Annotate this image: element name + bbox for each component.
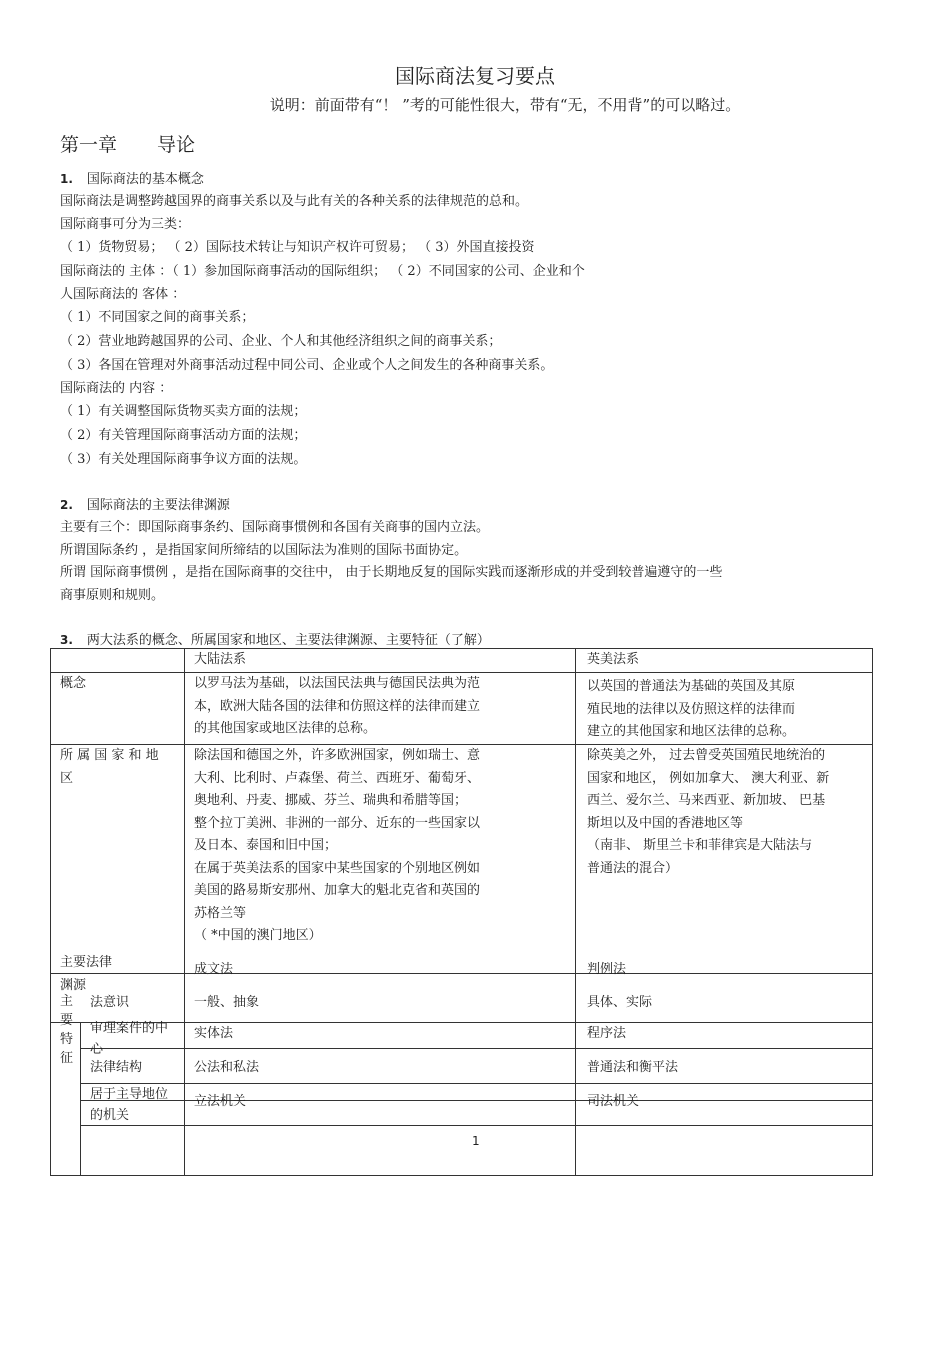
body-text: （ 1）不同国家之间的商事关系； [60, 310, 255, 325]
row-label-features: 主 要 特 征 [60, 994, 74, 1066]
body-text: 国际商事可分为三类： [60, 217, 191, 232]
body-text: 人国际商法的 客体 ： [60, 287, 186, 302]
cell-civil-concept: 以罗马法为基础，以法国民法典与德国民法典为范 本，欧洲大陆各国的法律和仿照这样的法律而建立 的其他国家或地区法律的总称。 [194, 676, 481, 736]
header-common-law: 英美法系 [587, 652, 640, 667]
cell-civil-legal-structure: 公法和私法 [194, 1060, 260, 1075]
row-label-concept: 概念 [60, 676, 87, 691]
body-text: （ 1）货物贸易； （ 2）国际技术转让与知识产权许可贸易； （ 3）外国直接投资 [60, 240, 535, 255]
section-heading: 3. 两大法系的概念、所属国家和地区、主要法律渊源、主要特征（了解） [60, 633, 490, 648]
feature-label-legal-structure: 法律结构 [90, 1060, 143, 1075]
body-text: 主要有三个：即国际商事条约、国际商事惯例和各国有关商事的国内立法。 [60, 520, 490, 535]
body-text: （ 2）营业地跨越国界的公司、企业、个人和其他经济组织之间的商事关系； [60, 334, 502, 349]
cell-civil-countries: 除法国和德国之外，许多欧洲国家，例如瑞士、意 大利、比利时、卢森堡、荷兰、西班牙、葡萄牙、 奥地利、丹麦、挪威、芬兰、瑞典和希腊等国； 整个拉丁美洲、非洲的一部分、近东的一些国家以 及日本、泰国和旧中国； 在属于英美法系的国家中某些国家的个别地区例如 美国的路易斯安那州、加拿大的魁北克省和英国的 苏格兰等 （ *中国的澳门地区） [194, 748, 481, 943]
body-text: 国际商法是调整跨越国界的商事关系以及与此有关的各种关系的法律规范的总和。 [60, 194, 529, 209]
cell-common-trial-focus: 程序法 [587, 1026, 627, 1041]
chapter-name: 导论 [157, 134, 196, 156]
body-text: 所谓 国际商事惯例 ，是指在国际商事的交往中， 由于长期地反复的国际实践而逐渐形成的并受到较普遍遵守的一些 [60, 565, 723, 580]
body-text: 国际商法的 主体 ：（ 1）参加国际商事活动的国际组织； （ 2）不同国家的公司、企业和个 [60, 264, 585, 279]
body-text: 商事原则和规则。 [60, 588, 165, 603]
body-text: （ 3）有关处理国际商事争议方面的法规。 [60, 452, 307, 467]
chapter-label: 第一章 [60, 134, 118, 156]
section-heading: 1. 国际商法的基本概念 [60, 172, 204, 187]
cell-common-concept: 以英国的普通法为基础的英国及其原 殖民地的法律以及仿照这样的法律而 建立的其他国家和地区法律的总称。 [587, 679, 796, 739]
page-title: 国际商法复习要点 [395, 64, 555, 88]
body-text: （ 2）有关管理国际商事活动方面的法规； [60, 428, 307, 443]
feature-label-legal-consciousness: 法意识 [90, 995, 130, 1010]
cell-common-legal-consciousness: 具体、实际 [587, 995, 653, 1010]
cell-common-sources: 判例法 [587, 962, 627, 977]
legal-systems-table [50, 648, 873, 1176]
header-civil-law: 大陆法系 [194, 652, 247, 667]
feature-label-trial-focus: 审理案件的中心 [90, 1021, 169, 1057]
body-text: 国际商法的 内容 ： [60, 381, 173, 396]
cell-civil-trial-focus: 实体法 [194, 1026, 234, 1041]
cell-common-dominant-organ: 司法机关 [587, 1094, 640, 1109]
cell-common-legal-structure: 普通法和衡平法 [587, 1060, 679, 1075]
chapter-heading [60, 130, 195, 157]
cell-civil-dominant-organ: 立法机关 [194, 1094, 247, 1109]
body-text: （ 1）有关调整国际货物买卖方面的法规； [60, 404, 307, 419]
body-text: （ 3）各国在管理对外商事活动过程中同公司、企业或个人之间发生的各种商事关系。 [60, 358, 554, 373]
feature-label-dominant-organ: 居于主导地位的机关 [90, 1087, 169, 1123]
row-label-countries: 所 属 国 家 和 地 区 [60, 748, 159, 786]
body-text: 所谓国际条约 ，是指国家间所缔结的以国际法为准则的国际书面协定。 [60, 543, 468, 558]
instruction-note: 说明：前面带有“！ ”考的可能性很大，带有“无，不用背”的可以略过。 [269, 96, 741, 114]
cell-civil-sources: 成文法 [194, 962, 234, 977]
page-number: 1 [472, 1134, 480, 1148]
cell-civil-legal-consciousness: 一般、抽象 [194, 995, 260, 1010]
cell-common-countries: 除英美之外， 过去曾受英国殖民地统治的 国家和地区， 例如加拿大、 澳大利亚、新 西兰、爱尔兰、马来西亚、新加坡、 巴基 斯坦以及中国的香港地区等 （南非、 斯里兰卡和菲律宾是大陆法与 普通法的混合） [587, 748, 830, 876]
section-heading: 2. 国际商法的主要法律渊源 [60, 498, 230, 513]
row-label-sources: 主要法律 渊源 [60, 955, 113, 993]
